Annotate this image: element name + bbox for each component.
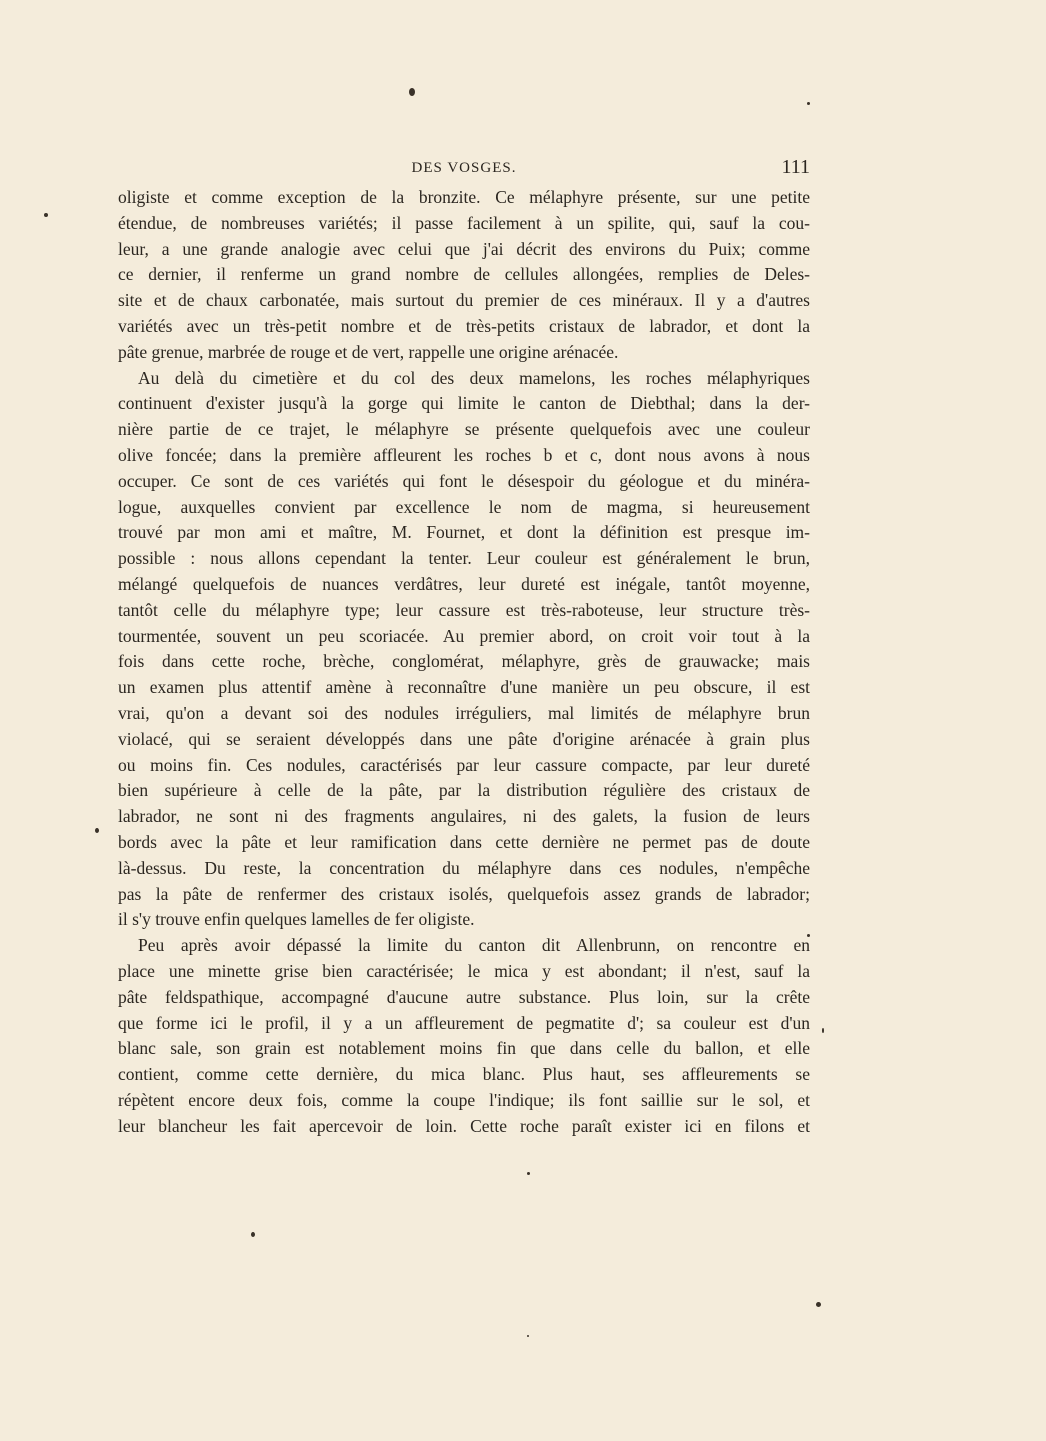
ink-speck [44,213,48,217]
text-line: occuper. Ce sont de ces variétés qui font le désespoir du géologue et du minéra- [118,470,810,491]
text-line: il s'y trouve enfin quelques lamelles de fer oligiste. [118,909,475,930]
text-line: contient, comme cette dernière, du mica blanc. Plus haut, ses affleurements se [118,1064,810,1085]
page-number: 111 [781,156,810,178]
text-line: ce dernier, il renferme un grand nombre de cellules allongées, remplies de Deles- [118,264,810,285]
text-line: possible : nous allons cependant la tenter. Leur couleur est généralement le brun, [118,548,810,569]
text-line: pâte feldspathique, accompagné d'aucune autre substance. Plus loin, sur la crête [118,986,810,1007]
text-line: labrador, ne sont ni des fragments angulaires, ni des galets, la fusion de leurs [118,806,810,827]
text-line: tourmentée, souvent un peu scoriacée. Au premier abord, on croit voir tout à la [118,625,810,646]
text-line: là-dessus. Du reste, la concentration du mélaphyre dans ces nodules, n'empêche [118,857,810,878]
text-line: leur blancheur les fait apercevoir de loin. Cette roche paraît exister ici en filons et [118,1115,810,1136]
text-line: répètent encore deux fois, comme la coupe l'indique; ils font saillie sur le sol, et [118,1089,810,1110]
text-line: trouvé par mon ami et maître, M. Fournet, et dont la définition est presque im- [118,522,810,543]
text-line: logue, auxquelles convient par excellence le nom de magma, si heureusement [118,496,810,517]
ink-speck [251,1232,255,1237]
text-line: blanc sale, son grain est notablement moins fin que dans celle du ballon, et elle [118,1038,810,1059]
ink-speck [527,1172,530,1175]
text-line: Peu après avoir dépassé la limite du canton dit Allenbrunn, on rencontre en [138,935,810,956]
ink-speck [95,828,99,833]
text-line: Au delà du cimetière et du col des deux mamelons, les roches mélaphyriques [138,367,810,388]
ink-speck [409,88,415,96]
ink-speck [807,102,810,105]
text-line: site et de chaux carbonatée, mais surtout du premier de ces minéraux. Il y a d'autres [118,290,810,311]
text-line: vrai, qu'on a devant soi des nodules irréguliers, mal limités de mélaphyre brun [118,702,810,723]
text-line: un examen plus attentif amène à reconnaître d'une manière un peu obscure, il est [118,677,810,698]
body-text [118,185,810,1139]
text-line: fois dans cette roche, brèche, conglomérat, mélaphyre, grès de grauwacke; mais [118,651,810,672]
text-line: leur, a une grande analogie avec celui que j'ai décrit des environs du Puix; comme [118,238,810,259]
text-line: bords avec la pâte et leur ramification dans cette dernière ne permet pas de doute [118,831,810,852]
text-line: pâte grenue, marbrée de rouge et de vert, rappelle une origine arénacée. [118,341,619,362]
text-line: que forme ici le profil, il y a un affleurement de pegmatite d'; sa couleur est d'un [118,1012,810,1033]
running-head: DES VOSGES. [411,160,517,176]
ink-speck [527,1335,529,1337]
text-line: pas la pâte de renfermer des cristaux isolés, quelquefois assez grands de labrador; [118,883,810,904]
ink-speck [822,1028,824,1033]
ink-speck [816,1302,821,1307]
text-line: ou moins fin. Ces nodules, caractérisés par leur cassure compacte, par leur dureté [118,754,810,775]
text-line: violacé, qui se seraient développés dans une pâte d'origine arénacée à grain plus [118,728,810,749]
text-line: continuent d'exister jusqu'à la gorge qui limite le canton de Diebthal; dans la der- [118,393,810,414]
text-line: bien supérieure à celle de la pâte, par la distribution régulière des cristaux de [118,780,810,801]
text-line: mélangé quelquefois de nuances verdâtres, leur dureté est inégale, tantôt moyenne, [118,573,810,594]
text-line: olive foncée; dans la première affleurent les roches b et c, dont nous avons à nous [118,444,810,465]
text-line: place une minette grise bien caractérisée; le mica y est abondant; il n'est, sauf la [118,960,810,981]
text-line: nière partie de ce trajet, le mélaphyre se présente quelquefois avec une couleur [118,419,810,440]
text-line: oligiste et comme exception de la bronzite. Ce mélaphyre présente, sur une petite [118,187,810,207]
page-header [118,156,810,182]
text-line: tantôt celle du mélaphyre type; leur cassure est très-raboteuse, leur structure très- [118,599,810,620]
text-line: variétés avec un très-petit nombre et de très-petits cristaux de labrador, et dont la [118,315,810,336]
text-line: étendue, de nombreuses variétés; il passe facilement à un spilite, qui, sauf la cou- [118,212,810,233]
